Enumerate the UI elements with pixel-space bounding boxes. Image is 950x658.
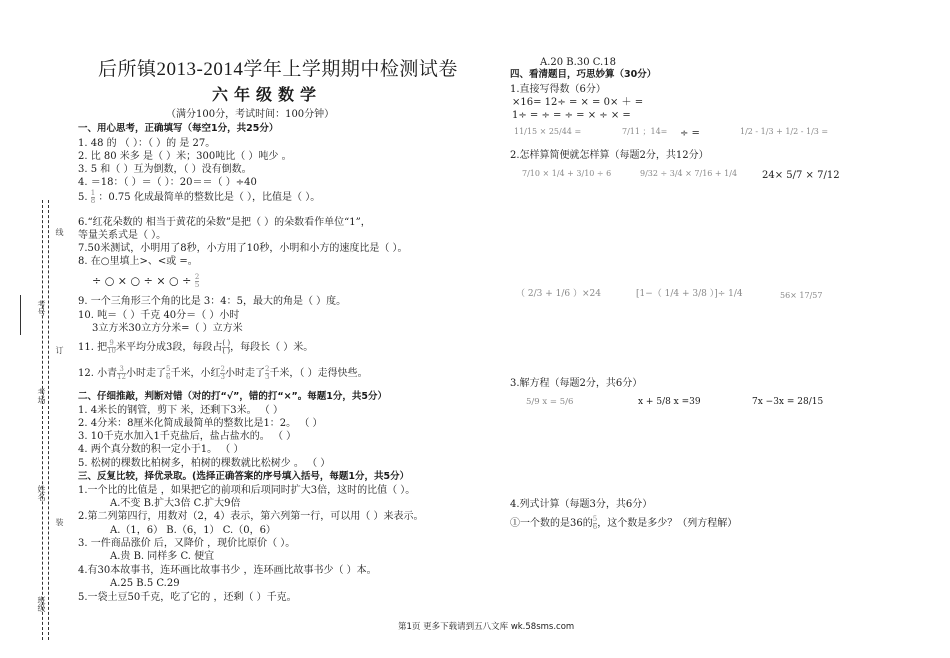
binding-dashed-line-outer	[48, 200, 49, 640]
binding-label-exam-number: 考号	[37, 300, 46, 316]
question-1-5	[78, 190, 320, 205]
question-1-8: 8. 在○里填上>、<或 =。	[78, 256, 198, 267]
judge-1: 1. 4米长的钢管，剪下 米，还剩下3米。 （ ）	[78, 405, 283, 416]
denominator: 12	[117, 373, 127, 381]
text: 12. 小青	[78, 368, 118, 379]
numerator: 9	[109, 339, 114, 347]
choice-3-options: A.贵 B. 同样多 C. 便宜	[110, 551, 215, 562]
text: ，这个数是多少？（列方程解）	[597, 518, 738, 529]
binding-label-exam-room: 考场	[37, 388, 46, 404]
judge-5: 5. 松树的棵数比柏树多，柏树的棵数就比松树少 。 （ ）	[78, 458, 331, 469]
numerator: 1	[90, 189, 96, 197]
simplify-3: 24× 5/7 × 7/12	[762, 170, 840, 181]
choice-5-options: A.20 B.30 C.18	[540, 57, 616, 68]
denominator: 3	[264, 373, 270, 381]
page-footer: 第1页 更多下载请到五八文库 wk.58sms.com	[398, 622, 575, 632]
text: 11. 把	[78, 342, 108, 353]
text: ，每段长（ ）米。	[230, 342, 314, 353]
denominator: 10	[107, 347, 117, 355]
text: 小时走了	[224, 368, 265, 379]
fraction	[107, 340, 116, 355]
choice-5: 5.一袋土豆50千克，吃了它的 ，还剩（ ）千克。	[78, 592, 297, 603]
direct-calc-row-1: ×16= 12÷ = × = 0× ＋ =	[512, 97, 644, 108]
simplify-1: 7/10 × 1/4 + 3/10 ÷ 6	[522, 169, 612, 178]
direct-calc-heading: 1.直接写得数（6分）	[510, 84, 606, 95]
direct-calc-row-2: 1÷ = ÷ = ÷ = × ÷ × =	[512, 110, 631, 121]
numerator: ( )	[222, 339, 231, 347]
question-1-10a: 10. 吨＝（ ）千克 40分＝（ ）小时	[78, 310, 240, 321]
denominator: ( )	[222, 347, 231, 355]
simplify-2: 9/32 ÷ 3/4 × 7/16 + 1/4	[640, 169, 738, 178]
section-2-heading: 二、仔细推敲，判断对错（对的打“√”，错的打“×”。每题1分，共5分）	[78, 391, 387, 402]
word-problem-1	[510, 516, 737, 531]
text: 米平均分成3段，每段占	[116, 342, 223, 353]
question-1-5-text: ：0.75 化成最简单的整数比是（ ），比值是（ ）。	[98, 192, 321, 203]
text: ①一个数的是36的	[510, 518, 593, 529]
compare-row: ÷ ○ × ○ ÷ × ○ ÷	[92, 274, 192, 288]
section-3-heading: 三、反复比较，择优录取。(选择正确答案的序号填入括号，每题1分，共5分）	[78, 471, 410, 482]
binding-label-install: 装	[55, 518, 64, 526]
simplify-5: [1−（ 1/4 + 3/8 ）]÷ 1/4	[636, 289, 743, 299]
judge-2: 2. 4分米：8厘米化简成最简单的整数比是1：2。 （ ）	[78, 418, 323, 429]
equation-2: x + 5/8 x =39	[638, 397, 701, 407]
simplify-heading: 2.怎样算简便就怎样算（每题2分，共12分）	[510, 150, 709, 161]
judge-4: 4. 两个真分数的积一定小于1。 （ ）	[78, 444, 244, 455]
direct-calc-row-3b: 7/11 ；14=	[622, 127, 668, 136]
binding-label-line: 线	[55, 228, 64, 236]
question-1-4: 4. ＝18：（ ）＝（ ）：20＝＝（ ）÷40	[78, 177, 257, 188]
simplify-6: 56× 17/57	[780, 291, 823, 300]
choice-2: 2.第二列第四行，用数对（2，4）表示，第六列第一行，可以用（ ）来表示。	[78, 511, 424, 522]
question-1-6a: 6.“红花朵数的 相当于黄花的朵数”是把（ ）的朵数看作单位“1”，	[78, 217, 371, 228]
text: 小时走了	[126, 368, 167, 379]
section-1-heading: 一、用心思考，正确填写（每空1分，共25分）	[78, 123, 279, 134]
text: 千米，（ ）走得快些。	[269, 368, 368, 379]
question-1-1: 1. 48 的 （ ）：（ ）的 是 27。	[78, 138, 216, 149]
question-1-6b: 等量关系式是（ ）。	[78, 230, 167, 241]
judge-3: 3. 10千克水加入1千克盐后，盐占盐水的。 （ ）	[78, 431, 297, 442]
question-1-12	[78, 366, 368, 381]
choice-2-options: A.（1，6） B.（6，1） C.（0，6）	[110, 525, 276, 536]
direct-calc-row-3c: ÷ =	[680, 128, 700, 139]
binding-margin	[12, 200, 62, 640]
simplify-4: （ 2/3 + 1/6 ）×24	[516, 289, 601, 299]
exam-title: 后所镇2013-2014学年上学期期中检测试卷	[98, 59, 458, 80]
binding-dashed-line	[42, 200, 43, 640]
binding-label-class: 班级	[37, 596, 46, 612]
equation-heading: 3.解方程（每题2分，共6分）	[510, 378, 643, 389]
numerator: 2	[220, 365, 225, 373]
equation-3: 7x −3x = 28/15	[752, 397, 824, 407]
denominator: 8	[90, 197, 96, 205]
direct-calc-row-3a: 11/15 × 25/44 =	[514, 127, 582, 136]
fraction	[91, 190, 95, 205]
numerator: 3	[119, 365, 124, 373]
question-1-3: 3. 5 和（ ）互为倒数，（ ）没有倒数。	[78, 164, 252, 175]
choice-4-options: A.25 B.5 C.29	[110, 578, 180, 589]
section-4-heading: 四、看清题目，巧思妙算（30分）	[510, 69, 657, 80]
question-1-9: 9. 一个三角形三个角的比是 3：4：5，最大的角是（ ）度。	[78, 296, 347, 307]
binding-label-name: 姓名	[37, 485, 46, 501]
fraction	[117, 366, 126, 381]
denominator: 3	[220, 373, 225, 381]
denominator: 5	[194, 281, 200, 289]
numerator: 5	[166, 365, 171, 373]
question-1-5-number: 5.	[78, 192, 88, 203]
denominator: 6	[166, 373, 171, 381]
fraction	[195, 274, 199, 289]
text: 千米，小红	[170, 368, 221, 379]
numerator: 2	[194, 273, 200, 281]
question-1-2: 2. 比 80 米多 是（ ）米；300吨比（ ）吨少 。	[78, 151, 292, 162]
fraction	[222, 340, 230, 355]
question-1-8-row	[92, 274, 199, 289]
choice-3: 3. 一件商品涨价 后，又降价 ，现价比原价（ ）。	[78, 538, 296, 549]
question-1-7: 7.50米测试，小明用了8秒，小方用了10秒，小明和小方的速度比是（ ）。	[78, 243, 408, 254]
choice-4: 4.有30本故事书，连环画比故事书少 ，连环画比故事书少（ ）本。	[78, 565, 377, 576]
denominator: 6	[592, 523, 598, 531]
exam-number-underline	[20, 295, 21, 335]
numerator: 5	[592, 515, 598, 523]
question-1-10b: 3立方米30立方分米=（ ）立方米	[92, 323, 243, 334]
equation-1: 5/9 x = 5/6	[526, 397, 574, 407]
numerator: 2	[264, 365, 270, 373]
choice-1: 1.一个比的比值是 ，如果把它的前项和后项同时扩大3倍，这时的比值（ ）。	[78, 485, 416, 496]
word-problem-heading: 4.列式计算（每题3分，共6分）	[510, 499, 653, 510]
score-line: （满分100分，考试时间：100分钟）	[166, 109, 335, 120]
choice-1-options: A.不变 B.扩大3倍 C.扩大9倍	[110, 498, 241, 509]
direct-calc-row-3d: 1/2 - 1/3 + 1/2 - 1/3 =	[740, 127, 829, 136]
grade-subject: 六年级数学	[212, 85, 323, 104]
question-1-11	[78, 340, 313, 355]
binding-label-bind: 订	[55, 346, 64, 354]
